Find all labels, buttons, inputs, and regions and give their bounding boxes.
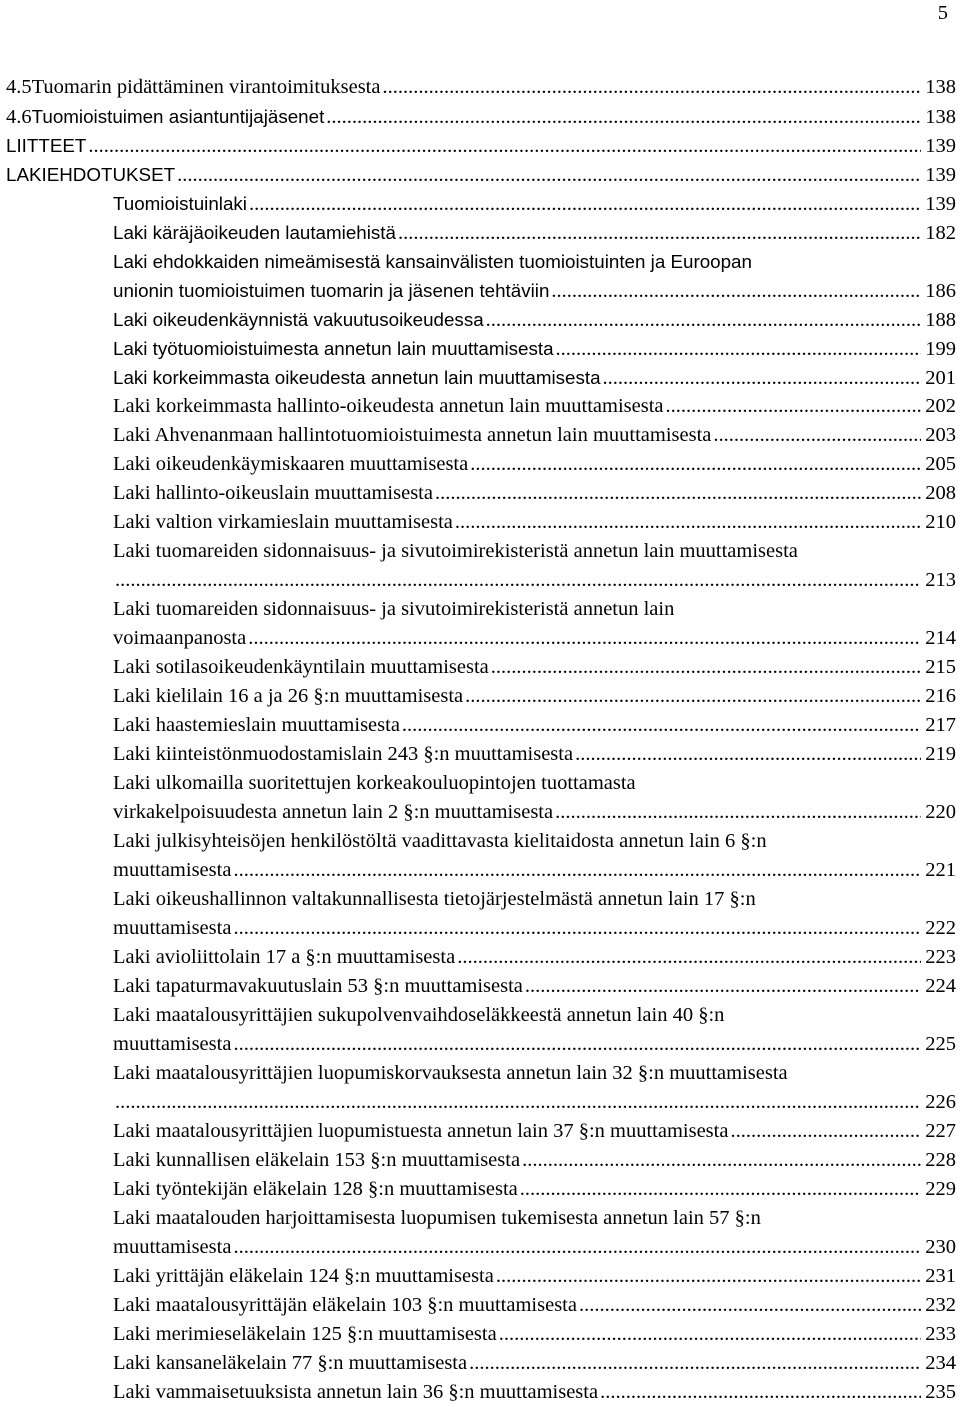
toc-page-number: 186	[925, 280, 956, 302]
toc-line	[0, 1001, 960, 1030]
toc-entry	[0, 305, 960, 334]
toc-title: Laki kielilain 16 a ja 26 §:n muuttamisesta	[113, 685, 464, 707]
toc-entry	[0, 740, 960, 769]
toc-title: Laki vammaisetuuksista annetun lain 36 §:n muuttamisesta	[113, 1381, 599, 1403]
toc-title: Laki yrittäjän eläkelain 124 §:n muuttamisesta	[113, 1265, 494, 1287]
dot-leader	[579, 1291, 921, 1320]
toc-entry	[0, 1059, 960, 1117]
toc-line	[0, 1320, 960, 1349]
toc-title: Laki työntekijän eläkelain 128 §:n muuttamisesta	[113, 1178, 518, 1200]
dot-leader	[115, 566, 921, 595]
toc-section-number: 4.6	[6, 106, 32, 128]
toc-line	[0, 450, 960, 479]
toc-title: Laki oikeushallinnon valtakunnallisesta tietojärjestelmästä annetun lain 17 §:n	[113, 888, 756, 910]
toc-line	[0, 914, 960, 943]
toc-entry	[0, 1320, 960, 1349]
toc-title: Laki maatalousyrittäjän eläkelain 103 §:n muuttamisesta	[113, 1294, 577, 1316]
dot-leader	[603, 364, 922, 393]
toc-line	[0, 1175, 960, 1204]
toc-title: Laki avioliittolain 17 a §:n muuttamisesta	[113, 946, 456, 968]
toc-entry	[0, 1001, 960, 1059]
toc-line	[0, 131, 960, 160]
dot-leader	[465, 682, 921, 711]
toc-line	[0, 1378, 960, 1407]
toc-line	[0, 827, 960, 856]
toc-entry	[0, 1378, 960, 1407]
toc-line	[0, 160, 960, 189]
dot-leader	[470, 450, 921, 479]
toc-page-number: 234	[925, 1352, 956, 1374]
toc-entry	[0, 73, 960, 102]
toc-line	[0, 856, 960, 885]
toc-title: unionin tuomioistuimen tuomarin ja jäsenen tehtäviin	[113, 280, 550, 301]
toc-title: voimaanpanosta	[113, 627, 247, 649]
dot-leader	[177, 161, 921, 190]
dot-leader	[248, 624, 921, 653]
toc-line	[0, 624, 960, 653]
toc-line	[0, 276, 960, 305]
toc-title: Laki kansaneläkelain 77 §:n muuttamisesta	[113, 1352, 468, 1374]
toc-title: virkakelpoisuudesta annetun lain 2 §:n muuttamisesta	[113, 801, 554, 823]
toc-title: Laki korkeimmasta hallinto-oikeudesta annetun lain muuttamisesta	[113, 395, 664, 417]
toc-line	[0, 1349, 960, 1378]
toc-entry	[0, 1146, 960, 1175]
toc-entry	[0, 1204, 960, 1262]
toc-line	[0, 1030, 960, 1059]
toc-entry	[0, 595, 960, 653]
dot-leader	[382, 73, 921, 102]
toc-page-number: 229	[925, 1178, 956, 1200]
toc-title: muuttamisesta	[113, 1033, 232, 1055]
toc-page-number: 227	[925, 1120, 956, 1142]
toc-entry	[0, 392, 960, 421]
toc-page-number: 220	[925, 801, 956, 823]
toc-title: Laki hallinto-oikeuslain muuttamisesta	[113, 482, 433, 504]
toc-line	[0, 189, 960, 218]
toc-page-number: 224	[925, 975, 956, 997]
toc-line	[0, 1233, 960, 1262]
toc-page-number: 226	[925, 1091, 956, 1113]
toc-title: Laki oikeudenkäynnistä vakuutusoikeudessa	[113, 309, 484, 330]
toc-title: Laki maatalouden harjoittamisesta luopumisen tukemisesta annetun lain 57 §:n	[113, 1207, 761, 1229]
dot-leader	[666, 392, 922, 421]
toc-line	[0, 972, 960, 1001]
toc-entry	[0, 972, 960, 1001]
toc-line	[0, 1059, 960, 1088]
toc-page-number: 214	[925, 627, 956, 649]
toc-title: muuttamisesta	[113, 859, 232, 881]
toc-page-number: 139	[925, 135, 956, 157]
toc-entry	[0, 189, 960, 218]
toc-line	[0, 73, 960, 102]
toc-page-number: 208	[925, 482, 956, 504]
dot-leader	[575, 740, 921, 769]
toc-page-number: 188	[925, 309, 956, 331]
toc-entry	[0, 1117, 960, 1146]
toc-entry	[0, 131, 960, 160]
toc-line	[0, 653, 960, 682]
toc-title: muuttamisesta	[113, 917, 232, 939]
toc-title: Laki Ahvenanmaan hallintotuomioistuimesta annetun lain muuttamisesta	[113, 424, 712, 446]
toc-page-number: 221	[925, 859, 956, 881]
dot-leader	[402, 711, 921, 740]
toc-title: Laki merimieseläkelain 125 §:n muuttamisesta	[113, 1323, 497, 1345]
dot-leader	[233, 1233, 921, 1262]
toc-line	[0, 885, 960, 914]
toc-page-number: 203	[925, 424, 956, 446]
toc-entry	[0, 363, 960, 392]
toc-page-number: 138	[925, 106, 956, 128]
toc-entry	[0, 508, 960, 537]
toc-entry	[0, 160, 960, 189]
dot-leader	[551, 277, 921, 306]
dot-leader	[233, 856, 921, 885]
toc-entry	[0, 1291, 960, 1320]
toc-title: Laki kiinteistönmuodostamislain 243 §:n muuttamisesta	[113, 743, 574, 765]
toc-title: Laki tapaturmavakuutuslain 53 §:n muuttamisesta	[113, 975, 523, 997]
toc-entry	[0, 943, 960, 972]
toc-title: Laki ulkomailla suoritettujen korkeakouluopintojen tuottamasta	[113, 772, 636, 794]
toc-page-number: 139	[925, 193, 956, 215]
dot-leader	[326, 103, 921, 132]
toc-title: Tuomioistuinlaki	[113, 193, 247, 214]
toc-page-number: 202	[925, 395, 956, 417]
toc-section-number: 4.5	[6, 76, 32, 98]
toc-entry	[0, 334, 960, 363]
toc-line	[0, 798, 960, 827]
toc-title: Laki oikeudenkäymiskaaren muuttamisesta	[113, 453, 469, 475]
toc-title: Laki tuomareiden sidonnaisuus- ja sivutoimirekisteristä annetun lain muuttamisesta	[113, 540, 798, 562]
toc-entry	[0, 1175, 960, 1204]
toc-entry	[0, 537, 960, 595]
toc-page-number: 215	[925, 656, 956, 678]
toc-page-number: 225	[925, 1033, 956, 1055]
dot-leader	[233, 914, 921, 943]
toc-title: Laki julkisyhteisöjen henkilöstöltä vaadittavasta kielitaidosta annetun lain 6 §:n	[113, 830, 767, 852]
toc-line	[0, 421, 960, 450]
toc-entry	[0, 682, 960, 711]
toc-line	[0, 740, 960, 769]
toc-title: Tuomarin pidättäminen virantoimituksesta	[31, 76, 381, 98]
toc-line	[0, 247, 960, 276]
toc-page-number: 213	[925, 569, 956, 591]
toc-entry	[0, 247, 960, 305]
toc-line	[0, 1204, 960, 1233]
toc-entry	[0, 885, 960, 943]
dot-leader	[496, 1262, 921, 1291]
toc-title: Laki maatalousyrittäjien sukupolvenvaihdoseläkkeestä annetun lain 40 §:n	[113, 1004, 725, 1026]
toc-line	[0, 1262, 960, 1291]
dot-leader	[88, 132, 921, 161]
dot-leader	[525, 972, 921, 1001]
dot-leader	[555, 798, 921, 827]
toc-page-number: 223	[925, 946, 956, 968]
toc-entry	[0, 1349, 960, 1378]
toc-line	[0, 479, 960, 508]
dot-leader	[520, 1175, 921, 1204]
toc-page-number: 210	[925, 511, 956, 533]
toc-page-number: 232	[925, 1294, 956, 1316]
toc-line	[0, 566, 960, 595]
page-number: 5	[937, 2, 948, 24]
toc-line	[0, 769, 960, 798]
toc-line	[0, 682, 960, 711]
toc-entry	[0, 479, 960, 508]
toc-entry	[0, 711, 960, 740]
toc-title: Laki haastemieslain muuttamisesta	[113, 714, 400, 736]
toc-line	[0, 392, 960, 421]
toc-entry	[0, 1262, 960, 1291]
toc-title: Laki sotilasoikeudenkäyntilain muuttamisesta	[113, 656, 489, 678]
toc-entry	[0, 421, 960, 450]
dot-leader	[469, 1349, 921, 1378]
toc-page-number: 139	[925, 164, 956, 186]
toc-title: Laki valtion virkamieslain muuttamisesta	[113, 511, 453, 533]
toc-line	[0, 305, 960, 334]
toc-line	[0, 711, 960, 740]
toc-title: Laki kunnallisen eläkelain 153 §:n muuttamisesta	[113, 1149, 521, 1171]
toc-title: Laki maatalousyrittäjien luopumiskorvauksesta annetun lain 32 §:n muuttamisesta	[113, 1062, 788, 1084]
dot-leader	[435, 479, 921, 508]
toc-line	[0, 218, 960, 247]
dot-leader	[115, 1088, 921, 1117]
toc-page-number: 201	[925, 367, 956, 389]
toc-entry	[0, 827, 960, 885]
toc-entry	[0, 769, 960, 827]
dot-leader	[486, 306, 922, 335]
dot-leader	[249, 190, 921, 219]
toc-line	[0, 1291, 960, 1320]
toc-line	[0, 334, 960, 363]
toc-title: Laki käräjäoikeuden lautamiehistä	[113, 222, 396, 243]
toc-title: muuttamisesta	[113, 1236, 232, 1258]
toc-entry	[0, 218, 960, 247]
toc-page-number: 231	[925, 1265, 956, 1287]
toc-page-number: 199	[925, 338, 956, 360]
toc-page-number: 233	[925, 1323, 956, 1345]
toc-line	[0, 363, 960, 392]
dot-leader	[713, 421, 921, 450]
toc-title: LIITTEET	[6, 135, 87, 156]
toc-title: LAKIEHDOTUKSET	[6, 164, 176, 185]
dot-leader	[556, 335, 922, 364]
dot-leader	[455, 508, 921, 537]
toc-line	[0, 508, 960, 537]
toc-title: Tuomioistuimen asiantuntijajäsenet	[31, 106, 325, 127]
dot-leader	[600, 1378, 921, 1407]
toc-line	[0, 1117, 960, 1146]
toc-line	[0, 943, 960, 972]
toc-page-number: 222	[925, 917, 956, 939]
toc-line	[0, 537, 960, 566]
dot-leader	[233, 1030, 921, 1059]
toc-entry	[0, 653, 960, 682]
toc-page-number: 182	[925, 222, 956, 244]
toc-page-number: 235	[925, 1381, 956, 1403]
dot-leader	[457, 943, 921, 972]
toc-title: Laki tuomareiden sidonnaisuus- ja sivutoimirekisteristä annetun lain	[113, 598, 675, 620]
toc-page-number: 230	[925, 1236, 956, 1258]
dot-leader	[522, 1146, 921, 1175]
toc-line	[0, 1088, 960, 1117]
dot-leader	[398, 219, 921, 248]
toc-title: Laki työtuomioistuimesta annetun lain muuttamisesta	[113, 338, 554, 359]
dot-leader	[730, 1117, 921, 1146]
table-of-contents	[0, 73, 960, 1407]
toc-title: Laki korkeimmasta oikeudesta annetun lain muuttamisesta	[113, 367, 601, 388]
toc-entry	[0, 102, 960, 131]
toc-line	[0, 102, 960, 131]
toc-page-number: 217	[925, 714, 956, 736]
toc-page-number: 219	[925, 743, 956, 765]
toc-entry	[0, 450, 960, 479]
toc-page-number: 216	[925, 685, 956, 707]
toc-title: Laki maatalousyrittäjien luopumistuesta annetun lain 37 §:n muuttamisesta	[113, 1120, 729, 1142]
dot-leader	[491, 653, 921, 682]
toc-page-number: 205	[925, 453, 956, 475]
toc-line	[0, 1146, 960, 1175]
toc-page-number: 138	[925, 76, 956, 98]
toc-page-number: 228	[925, 1149, 956, 1171]
dot-leader	[499, 1320, 922, 1349]
toc-line	[0, 595, 960, 624]
toc-title: Laki ehdokkaiden nimeämisestä kansainvälisten tuomioistuinten ja Euroopan	[113, 251, 752, 272]
